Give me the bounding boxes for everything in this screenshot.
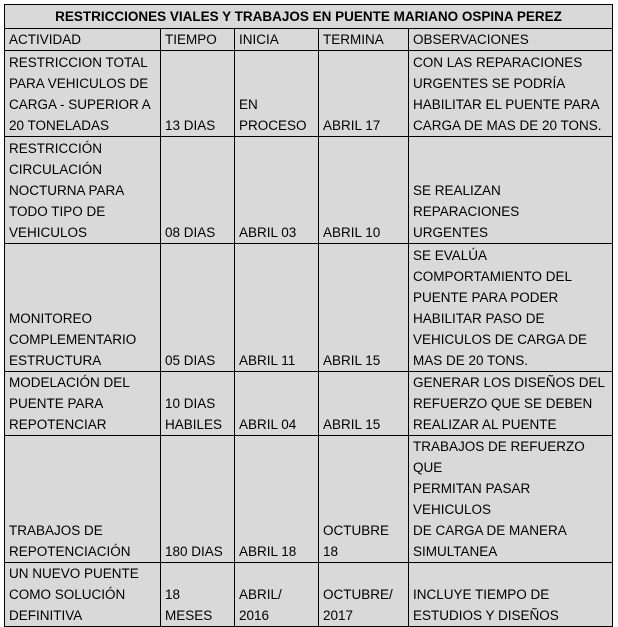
header-row xyxy=(5,29,613,51)
cell-inicia: ABRIL 18 xyxy=(235,436,319,563)
cell-observaciones: SE EVALÚA COMPORTAMIENTO DEL PUENTE PARA PODER HABILITAR PASO DE VEHICULOS DE CARGA DE MAS DE 20 TONS. xyxy=(409,244,613,372)
cell-observaciones: SE REALIZAN REPARACIONES URGENTES xyxy=(409,137,613,244)
cell-tiempo: 08 DIAS xyxy=(161,137,235,244)
cell-tiempo: 18 MESES xyxy=(161,563,235,627)
table-row xyxy=(5,563,613,627)
cell-inicia: EN PROCESO xyxy=(235,51,319,137)
cell-inicia: ABRIL 03 xyxy=(235,137,319,244)
cell-inicia: ABRIL 04 xyxy=(235,372,319,436)
cell-tiempo: 180 DIAS xyxy=(161,436,235,563)
table-title: RESTRICCIONES VIALES Y TRABAJOS EN PUENTE MARIANO OSPINA PEREZ xyxy=(5,5,613,29)
cell-inicia: ABRIL 11 xyxy=(235,244,319,372)
table-row xyxy=(5,372,613,436)
cell-tiempo: 05 DIAS xyxy=(161,244,235,372)
cell-tiempo: 10 DIAS HABILES xyxy=(161,372,235,436)
cell-termina: ABRIL 17 xyxy=(319,51,409,137)
cell-observaciones: CON LAS REPARACIONES URGENTES SE PODRÍA HABILITAR EL PUENTE PARA CARGA DE MAS DE 20 TONS. xyxy=(409,51,613,137)
header-tiempo: TIEMPO xyxy=(161,29,235,51)
cell-observaciones: TRABAJOS DE REFUERZO QUE PERMITAN PASAR VEHICULOS DE CARGA DE MANERA SIMULTANEA xyxy=(409,436,613,563)
header-inicia: INICIA xyxy=(235,29,319,51)
cell-termina: ABRIL 15 xyxy=(319,372,409,436)
table-row xyxy=(5,436,613,563)
header-actividad: ACTIVIDAD xyxy=(5,29,161,51)
cell-actividad: UN NUEVO PUENTE COMO SOLUCIÓN DEFINITIVA xyxy=(5,563,161,627)
table-row xyxy=(5,51,613,137)
cell-termina: OCTUBRE/ 2017 xyxy=(319,563,409,627)
cell-actividad: RESTRICCION TOTAL PARA VEHICULOS DE CARGA - SUPERIOR A 20 TONELADAS xyxy=(5,51,161,137)
cell-termina: ABRIL 10 xyxy=(319,137,409,244)
header-observaciones: OBSERVACIONES xyxy=(409,29,613,51)
cell-actividad: MONITOREO COMPLEMENTARIO ESTRUCTURA xyxy=(5,244,161,372)
cell-termina: ABRIL 15 xyxy=(319,244,409,372)
cell-termina: OCTUBRE 18 xyxy=(319,436,409,563)
header-termina: TERMINA xyxy=(319,29,409,51)
table-row xyxy=(5,137,613,244)
cell-tiempo: 13 DIAS xyxy=(161,51,235,137)
cell-inicia: ABRIL/ 2016 xyxy=(235,563,319,627)
cell-actividad: TRABAJOS DE REPOTENCIACIÓN xyxy=(5,436,161,563)
restrictions-table xyxy=(4,4,613,627)
cell-actividad: RESTRICCIÓN CIRCULACIÓN NOCTURNA PARA TODO TIPO DE VEHICULOS xyxy=(5,137,161,244)
table-wrapper xyxy=(4,4,612,627)
cell-observaciones: INCLUYE TIEMPO DE ESTUDIOS Y DISEÑOS xyxy=(409,563,613,627)
cell-observaciones: GENERAR LOS DISEÑOS DEL REFUERZO QUE SE DEBEN REALIZAR AL PUENTE xyxy=(409,372,613,436)
cell-actividad: MODELACIÓN DEL PUENTE PARA REPOTENCIAR xyxy=(5,372,161,436)
table-row xyxy=(5,244,613,372)
